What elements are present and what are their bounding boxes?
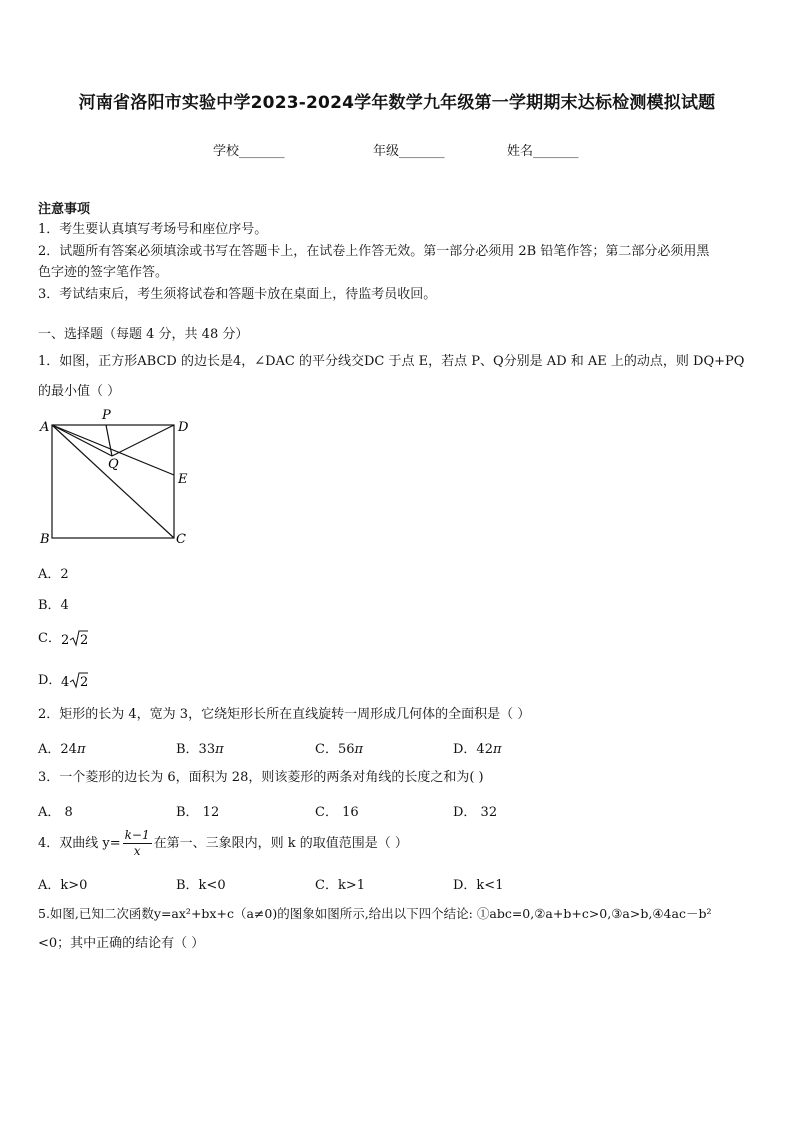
q2-option-b-text: B．33	[176, 742, 216, 757]
q2-option-c[interactable]	[315, 738, 363, 757]
q4-option-b[interactable]: B．k<0	[176, 878, 226, 893]
segment-pq	[106, 425, 112, 456]
q5-stem: 5.如图,已知二次函数y=ax²+bx+c（a≠0)的图象如图所示,给出以下四个结论: ①abc=0,②a+b+c>0,③a>b,④4ac－b²	[38, 906, 712, 921]
label-p: P	[102, 408, 111, 423]
q1-square-figure	[36, 406, 196, 551]
q1-option-c-label: C．	[38, 631, 61, 646]
q3-option-b[interactable]: B． 12	[176, 805, 220, 820]
q1-stem: 1．如图，正方形ABCD 的边长是4，∠DAC 的平分线交DC 于点 E，若点 P、Q分别是 AD 和 AE 上的动点，则 DQ+PQ	[38, 354, 745, 369]
school-field[interactable]: 学校_______	[213, 144, 285, 159]
q2-option-a[interactable]	[38, 738, 85, 757]
q4-fraction-numerator: k−1	[124, 828, 150, 842]
pi-symbol: π	[215, 742, 224, 757]
q4-option-a[interactable]: A．k>0	[38, 878, 88, 893]
label-b: B	[40, 532, 50, 547]
q3-option-c[interactable]: C． 16	[315, 805, 359, 820]
segment-aq	[52, 425, 112, 456]
name-field[interactable]: 姓名_______	[507, 144, 579, 159]
q1-option-d-coef: 4	[61, 675, 70, 690]
notice-heading: 注意事项	[38, 202, 91, 217]
section-heading: 一、选择题（每题 4 分，共 48 分）	[38, 327, 249, 342]
grade-field[interactable]: 年级_______	[373, 144, 445, 159]
q1-option-c-value	[60, 629, 90, 649]
q2-option-c-text: C．56	[315, 742, 355, 757]
q1-option-c-radicand: 2	[80, 633, 89, 648]
q3-option-d[interactable]: D． 32	[453, 805, 498, 820]
q5-stem-cont: <0；其中正确的结论有（ ）	[38, 936, 205, 951]
pi-symbol: π	[76, 742, 86, 757]
q2-option-b[interactable]	[176, 738, 224, 757]
q4-option-d[interactable]: D．k<1	[453, 878, 504, 893]
q2-option-d[interactable]	[453, 738, 502, 757]
pi-symbol: π	[354, 742, 364, 757]
q4-fraction-denominator: x	[133, 844, 141, 858]
q1-option-d-radicand: 2	[80, 675, 89, 690]
label-q: Q	[108, 457, 119, 472]
q4-stem	[38, 826, 408, 862]
q1-option-a[interactable]: A．2	[38, 567, 69, 582]
q4-option-c[interactable]: C．k>1	[315, 878, 365, 893]
pi-symbol: π	[492, 742, 502, 757]
q4-stem-post: 在第一、三象限内，则 k 的取值范围是（ ）	[153, 836, 408, 851]
label-e: E	[178, 472, 188, 487]
label-d: D	[178, 420, 189, 435]
label-a: A	[40, 420, 50, 435]
q4-fraction	[123, 828, 152, 859]
label-c: C	[176, 532, 186, 547]
q1-option-c[interactable]	[38, 627, 61, 646]
notice-item-2-cont: 色字迹的签字笔作答。	[38, 265, 169, 280]
q2-stem: 2．矩形的长为 4，宽为 3，它绕矩形长所在直线旋转一周形成几何体的全面积是（ ）	[38, 707, 531, 722]
exam-title: 河南省洛阳市实验中学2023-2024学年数学九年级第一学期期末达标检测模拟试题	[78, 93, 716, 113]
diagonal-ac	[52, 425, 174, 538]
segment-qd	[112, 425, 174, 456]
notice-item-1: 1．考生要认真填写考场号和座位序号。	[38, 222, 268, 237]
q1-stem-cont: 的最小值（ ）	[38, 384, 121, 399]
q2-option-a-text: A．24	[38, 742, 77, 757]
q4-stem-pre: 4．双曲线 y=	[38, 836, 121, 851]
q3-option-a[interactable]: A． 8	[38, 805, 73, 820]
q2-option-d-text: D．42	[453, 742, 493, 757]
q1-option-d-label: D．	[38, 673, 62, 688]
q1-option-c-coef: 2	[61, 633, 70, 648]
notice-item-3: 3．考试结束后，考生须将试卷和答题卡放在桌面上，待监考员收回。	[38, 287, 437, 302]
q1-option-b[interactable]: B．4	[38, 598, 69, 613]
q1-option-d[interactable]	[38, 669, 61, 688]
q1-option-d-value	[60, 671, 90, 691]
q3-stem: 3．一个菱形的边长为 6，面积为 28，则该菱形的两条对角线的长度之和为( )	[38, 770, 484, 785]
notice-item-2: 2．试题所有答案必须填涂或书写在答题卡上，在试卷上作答无效。第一部分必须用 2B 铅笔作答；第二部分必须用黑	[38, 244, 710, 259]
